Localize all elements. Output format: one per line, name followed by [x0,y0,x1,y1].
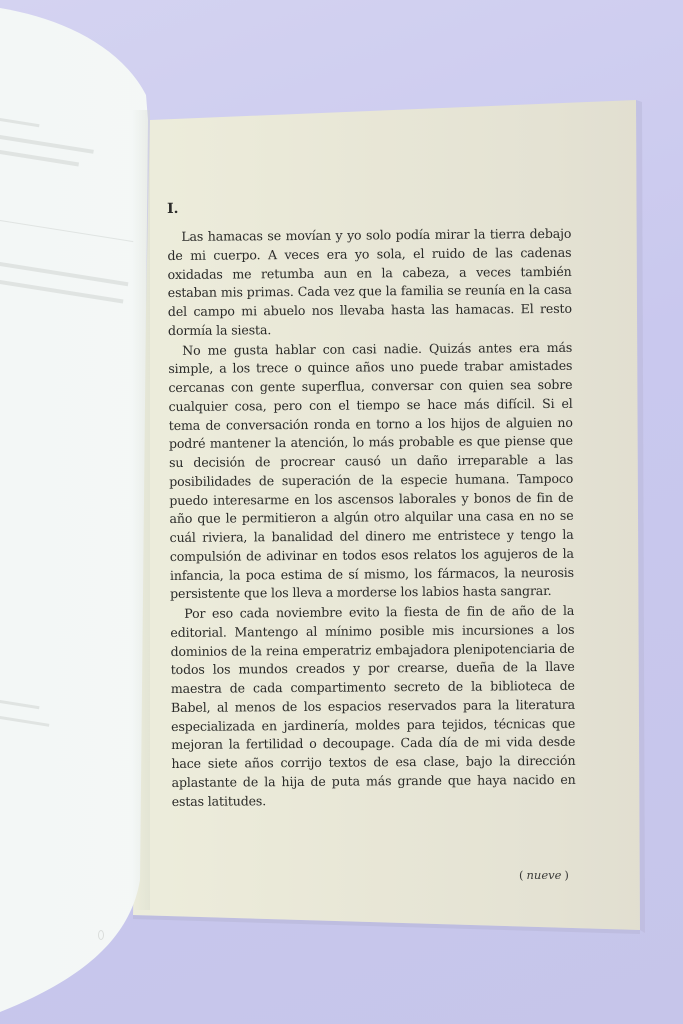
page-number-open-paren: ( [519,868,524,882]
paragraph-1: Las hamacas se movían y yo solo podía mirar la tierra debajo de mi cuerpo. A veces era yo sola, el ruido de las cadenas oxidadas me retumba aun en la cabeza, a veces también estaban mis primas. Cada vez que la familia se reunía en la casa del campo mi abuelo nos llevaba hasta las hamacas. El resto dormía la siesta. [167,225,572,338]
page-number-label: nueve [526,868,562,882]
chapter-heading: I. [167,200,179,217]
page-speck [98,930,104,940]
page-text [167,197,576,811]
page-number-close-paren: ) [564,868,569,882]
gutter-shadow [132,110,150,910]
paragraph-3: Por eso cada noviembre evito la fiesta de fin de año de la editorial. Mantengo al mínimo posible mis incursiones a los dominios de la reina emperatriz embajadora plenipotenciaria de todos los mundos creados y por crearse, dueña de la llave maestra de cada compartimento secreto de la biblioteca de Babel, al menos de los espacios reservados para la literatura especializada en jardinería, moldes para tejidos, técnicas que mejoran la fertilidad o decoupage. Cada día de mi vida desde hace siete años corrijo textos de esa clase, bajo la dirección aplastante de la hija de puta más grande que haya nacido en estas latitudes. [170,602,576,809]
page-number [519,868,569,882]
paragraph-2: No me gusta hablar con casi nadie. Quizás antes era más simple, a los trece o quince años uno puede trabar amistades cercanas con gente superflua, conversar con quien sea sobre cualquier cosa, pero con el tiempo se hace más difícil. Si el tema de conversación ronda en torno a los hijos de alguien no podré mantener la atención, lo más probable es que piense que su decisión de procrear causó un daño irreparable a las posibilidades de superación de la especie humana. Tampoco puedo interesarme en los ascensos laborales y bonos de fin de año que le permitieron a algún otro alquilar una casa en no se cuál riviera, la banalidad del dinero me entristece y tengo la compulsión de adivinar en todos esos relatos los agujeros de la infancia, la poca estima de sí mismo, los fármacos, la neurosis persistente que los lleva a morderse los labios hasta sangrar. [168,339,574,602]
